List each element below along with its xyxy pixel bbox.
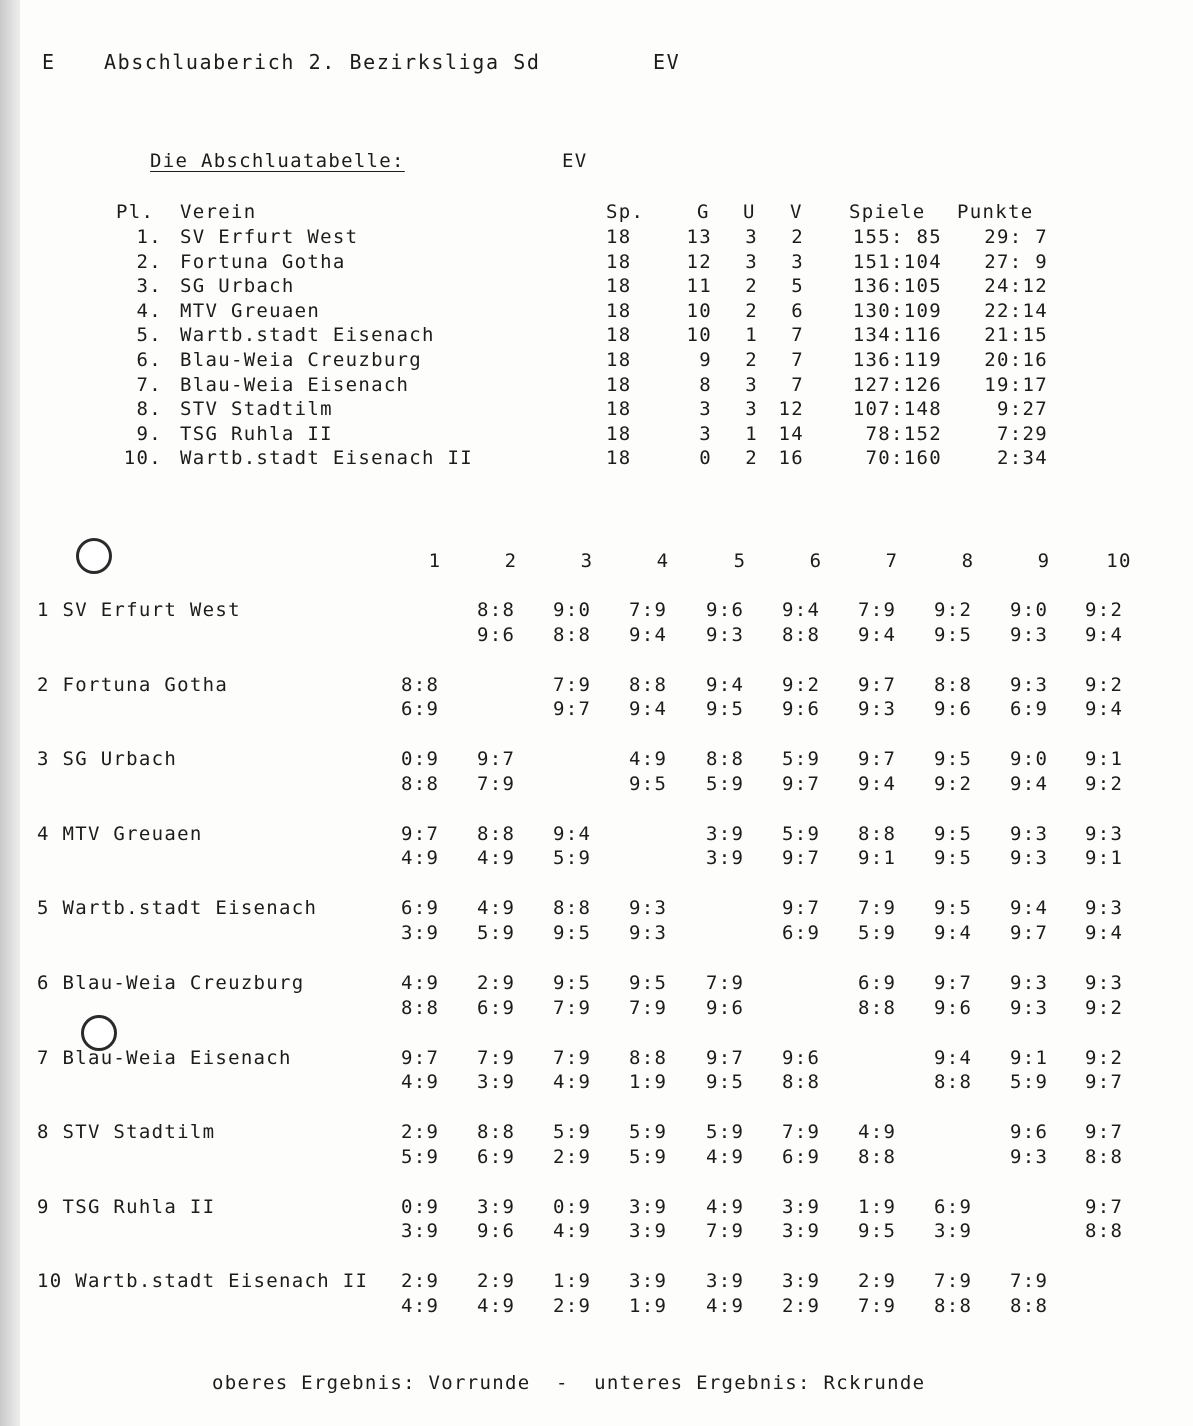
result-first-leg: 2:9 <box>401 1121 440 1144</box>
standings-drawn: 3 <box>745 250 758 273</box>
result-second-leg: 9:5 <box>629 772 668 795</box>
header-v: V <box>790 201 803 223</box>
result-second-leg: 2:9 <box>782 1294 821 1317</box>
standings-team: Fortuna Gotha <box>180 250 346 273</box>
result-second-leg: 5:9 <box>553 847 592 870</box>
standings-team: Wartb.stadt Eisenach II <box>180 447 473 470</box>
standings-lost: 6 <box>791 299 804 322</box>
result-second-leg: 3:9 <box>401 1220 440 1243</box>
result-first-leg: 9:7 <box>782 897 821 920</box>
standings-points: 20:16 <box>984 349 1048 371</box>
result-second-leg: 6:9 <box>401 698 440 721</box>
result-first-leg: 2:9 <box>477 972 516 994</box>
result-second-leg: 7:9 <box>706 1220 745 1243</box>
result-first-leg: 9:2 <box>782 673 821 696</box>
result-second-leg: 9:4 <box>629 698 668 721</box>
standings-drawn: 3 <box>745 226 758 248</box>
result-second-leg: 9:1 <box>858 847 897 870</box>
result-second-leg: 3:9 <box>477 1071 516 1094</box>
result-first-leg: 3:9 <box>477 1195 516 1218</box>
footer-note: oberes Ergebnis: Vorrunde - unteres Ergebnis: Rckrunde <box>212 1372 926 1394</box>
result-second-leg: 3:9 <box>782 1220 821 1243</box>
standings-place: 1. <box>136 226 162 248</box>
result-first-leg: 9:5 <box>553 972 592 994</box>
result-second-leg: 9:7 <box>782 847 821 870</box>
result-second-leg: 8:8 <box>782 1071 821 1094</box>
result-first-leg: 9:7 <box>1085 1121 1124 1144</box>
standings-games: 18 <box>606 398 632 421</box>
result-first-leg: 9:3 <box>1010 673 1049 696</box>
standings-matches: 127:126 <box>852 373 942 396</box>
result-second-leg: 6:9 <box>477 996 516 1019</box>
result-first-leg: 0:9 <box>401 748 440 771</box>
result-second-leg: 9:4 <box>629 623 668 646</box>
standings-team: SG Urbach <box>180 275 295 298</box>
standings-games: 18 <box>606 373 632 396</box>
result-first-leg: 9:7 <box>934 972 973 994</box>
standings-lost: 2 <box>791 226 804 248</box>
result-first-leg: 3:9 <box>629 1270 668 1293</box>
standings-won: 11 <box>686 275 712 298</box>
result-second-leg: 9:6 <box>477 623 516 646</box>
punch-hole-bottom <box>81 1015 117 1051</box>
result-first-leg: 3:9 <box>706 1270 745 1293</box>
standings-team: SV Erfurt West <box>180 226 359 248</box>
standings-place: 10. <box>123 447 162 470</box>
standings-matches: 151:104 <box>852 250 942 273</box>
result-second-leg: 9:4 <box>1010 772 1049 795</box>
result-second-leg: 5:9 <box>629 1145 668 1168</box>
result-first-leg: 9:0 <box>553 599 592 621</box>
result-second-leg: 8:8 <box>858 996 897 1019</box>
header-pl: Pl. <box>116 201 155 223</box>
standings-drawn: 2 <box>745 299 758 322</box>
standings-matches: 78:152 <box>865 422 942 445</box>
result-first-leg: 0:9 <box>401 1195 440 1218</box>
result-first-leg: 5:9 <box>706 1121 745 1144</box>
result-first-leg: 9:0 <box>1010 748 1049 771</box>
result-second-leg: 4:9 <box>401 847 440 870</box>
result-first-leg: 8:8 <box>477 1121 516 1144</box>
result-first-leg: 9:3 <box>1010 822 1049 845</box>
result-second-leg: 9:6 <box>934 996 973 1019</box>
result-second-leg: 4:9 <box>477 847 516 870</box>
result-second-leg: 9:7 <box>1010 921 1049 944</box>
crosstable-column-header: 6 <box>809 550 823 572</box>
standings-lost: 16 <box>778 447 804 470</box>
result-second-leg: 4:9 <box>401 1071 440 1094</box>
standings-won: 10 <box>686 324 712 347</box>
result-first-leg: 9:6 <box>1010 1121 1049 1144</box>
header-u: U <box>743 201 756 223</box>
result-first-leg: 9:4 <box>553 822 592 845</box>
result-second-leg: 9:3 <box>706 623 745 646</box>
standings-team: Wartb.stadt Eisenach <box>180 324 435 347</box>
result-second-leg: 9:4 <box>1085 623 1124 646</box>
result-first-leg: 9:2 <box>1085 1046 1124 1069</box>
result-second-leg: 9:6 <box>706 996 745 1019</box>
standings-place: 7. <box>136 373 162 396</box>
result-second-leg: 8:8 <box>858 1145 897 1168</box>
standings-lost: 7 <box>791 324 804 347</box>
standings-won: 3 <box>699 422 712 445</box>
standings-won: 3 <box>699 398 712 421</box>
standings-team: TSG Ruhla II <box>180 422 333 445</box>
result-first-leg: 7:9 <box>934 1270 973 1293</box>
standings-points: 27: 9 <box>984 250 1048 273</box>
standings-lost: 5 <box>791 275 804 298</box>
result-second-leg: 4:9 <box>477 1294 516 1317</box>
standings-points: 7:29 <box>997 422 1048 445</box>
result-second-leg: 9:4 <box>858 772 897 795</box>
result-first-leg: 7:9 <box>782 1121 821 1144</box>
result-second-leg: 9:6 <box>782 698 821 721</box>
result-first-leg: 9:7 <box>477 748 516 771</box>
result-first-leg: 7:9 <box>477 1046 516 1069</box>
header-spiele: Spiele <box>849 201 926 223</box>
standings-games: 18 <box>606 299 632 322</box>
result-second-leg: 7:9 <box>629 996 668 1019</box>
document-title: Abschluaberich 2. Bezirksliga Sd <box>104 50 541 74</box>
standings-drawn: 2 <box>745 447 758 470</box>
result-second-leg: 9:5 <box>858 1220 897 1243</box>
crosstable-team-label: 8 STV Stadtilm <box>37 1121 216 1144</box>
result-first-leg: 3:9 <box>706 822 745 845</box>
result-first-leg: 9:5 <box>934 897 973 920</box>
result-second-leg: 9:3 <box>629 921 668 944</box>
result-second-leg: 7:9 <box>553 996 592 1019</box>
header-verein: Verein <box>180 201 257 223</box>
crosstable-team-label: 7 Blau-Weia Eisenach <box>37 1046 292 1069</box>
result-first-leg: 8:8 <box>477 822 516 845</box>
standings-games: 18 <box>606 324 632 347</box>
standings-games: 18 <box>606 275 632 298</box>
crosstable-team-label: 3 SG Urbach <box>37 748 178 771</box>
result-first-leg: 7:9 <box>858 599 897 621</box>
result-second-leg: 4:9 <box>553 1220 592 1243</box>
standings-place: 5. <box>136 324 162 347</box>
result-first-leg: 7:9 <box>553 1046 592 1069</box>
standings-drawn: 1 <box>745 324 758 347</box>
result-second-leg: 9:1 <box>1085 847 1124 870</box>
result-second-leg: 2:9 <box>553 1294 592 1317</box>
result-second-leg: 9:3 <box>1010 847 1049 870</box>
standings-place: 4. <box>136 299 162 322</box>
result-second-leg: 9:5 <box>934 623 973 646</box>
result-second-leg: 8:8 <box>1085 1145 1124 1168</box>
header-suffix: EV <box>653 50 681 74</box>
standings-drawn: 2 <box>745 349 758 371</box>
result-first-leg: 9:7 <box>1085 1195 1124 1218</box>
result-first-leg: 9:5 <box>934 748 973 771</box>
result-second-leg: 6:9 <box>477 1145 516 1168</box>
result-first-leg: 9:3 <box>1010 972 1049 994</box>
standings-place: 6. <box>136 349 162 371</box>
result-second-leg: 9:7 <box>1085 1071 1124 1094</box>
standings-place: 9. <box>136 422 162 445</box>
result-first-leg: 7:9 <box>629 599 668 621</box>
result-second-leg: 8:8 <box>553 623 592 646</box>
crosstable-column-header: 10 <box>1106 550 1132 572</box>
standings-won: 12 <box>686 250 712 273</box>
result-first-leg: 8:8 <box>629 1046 668 1069</box>
standings-points: 24:12 <box>984 275 1048 298</box>
result-first-leg: 8:8 <box>934 673 973 696</box>
result-first-leg: 6:9 <box>934 1195 973 1218</box>
standings-team: STV Stadtilm <box>180 398 333 421</box>
result-second-leg: 5:9 <box>1010 1071 1049 1094</box>
result-second-leg: 6:9 <box>782 921 821 944</box>
result-first-leg: 0:9 <box>553 1195 592 1218</box>
result-second-leg: 9:3 <box>1010 996 1049 1019</box>
result-second-leg: 3:9 <box>934 1220 973 1243</box>
standings-matches: 107:148 <box>852 398 942 421</box>
punch-hole-top <box>76 538 112 574</box>
result-second-leg: 9:4 <box>934 921 973 944</box>
result-second-leg: 6:9 <box>1010 698 1049 721</box>
result-first-leg: 9:7 <box>858 673 897 696</box>
result-first-leg: 4:9 <box>629 748 668 771</box>
standings-matches: 70:160 <box>865 447 942 470</box>
result-second-leg: 5:9 <box>401 1145 440 1168</box>
result-second-leg: 9:2 <box>1085 996 1124 1019</box>
standings-lost: 12 <box>778 398 804 421</box>
result-first-leg: 2:9 <box>858 1270 897 1293</box>
result-second-leg: 9:7 <box>553 698 592 721</box>
result-first-leg: 9:3 <box>1085 972 1124 994</box>
crosstable-team-label: 1 SV Erfurt West <box>37 599 241 621</box>
result-second-leg: 8:8 <box>782 623 821 646</box>
result-second-leg: 8:8 <box>401 996 440 1019</box>
crosstable-team-label: 5 Wartb.stadt Eisenach <box>37 897 318 920</box>
result-second-leg: 9:5 <box>553 921 592 944</box>
standings-team: Blau-Weia Eisenach <box>180 373 410 396</box>
standings-team: Blau-Weia Creuzburg <box>180 349 423 371</box>
result-second-leg: 2:9 <box>553 1145 592 1168</box>
standings-lost: 7 <box>791 349 804 371</box>
standings-matches: 155: 85 <box>852 226 942 248</box>
result-second-leg: 9:3 <box>1010 623 1049 646</box>
result-second-leg: 3:9 <box>401 921 440 944</box>
header-punkte: Punkte <box>957 201 1034 223</box>
standings-drawn: 2 <box>745 275 758 298</box>
result-first-leg: 9:2 <box>1085 673 1124 696</box>
crosstable-team-label: 10 Wartb.stadt Eisenach II <box>37 1270 369 1293</box>
result-second-leg: 5:9 <box>858 921 897 944</box>
result-second-leg: 9:7 <box>782 772 821 795</box>
standings-games: 18 <box>606 422 632 445</box>
result-first-leg: 4:9 <box>477 897 516 920</box>
result-first-leg: 2:9 <box>401 1270 440 1293</box>
result-second-leg: 1:9 <box>629 1294 668 1317</box>
result-second-leg: 1:9 <box>629 1071 668 1094</box>
crosstable-team-label: 6 Blau-Weia Creuzburg <box>37 972 305 994</box>
standings-points: 9:27 <box>997 398 1048 421</box>
result-first-leg: 3:9 <box>629 1195 668 1218</box>
result-first-leg: 8:8 <box>706 748 745 771</box>
crosstable-column-header: 1 <box>428 550 442 572</box>
result-first-leg: 7:9 <box>553 673 592 696</box>
result-first-leg: 9:4 <box>934 1046 973 1069</box>
result-first-leg: 9:7 <box>401 1046 440 1069</box>
result-first-leg: 7:9 <box>706 972 745 994</box>
standings-won: 9 <box>699 349 712 371</box>
standings-points: 21:15 <box>984 324 1048 347</box>
result-second-leg: 6:9 <box>782 1145 821 1168</box>
standings-matches: 136:105 <box>852 275 942 298</box>
result-second-leg: 8:8 <box>934 1071 973 1094</box>
result-first-leg: 9:6 <box>782 1046 821 1069</box>
result-first-leg: 4:9 <box>706 1195 745 1218</box>
result-first-leg: 9:1 <box>1010 1046 1049 1069</box>
result-second-leg: 4:9 <box>553 1071 592 1094</box>
result-first-leg: 9:0 <box>1010 599 1049 621</box>
result-first-leg: 9:3 <box>1085 822 1124 845</box>
table-title: Die Abschluatabelle: <box>150 150 405 172</box>
result-second-leg: 8:8 <box>1085 1220 1124 1243</box>
result-second-leg: 7:9 <box>858 1294 897 1317</box>
standings-drawn: 3 <box>745 373 758 396</box>
crosstable-column-header: 7 <box>885 550 899 572</box>
result-second-leg: 9:2 <box>1085 772 1124 795</box>
result-second-leg: 9:2 <box>934 772 973 795</box>
standings-won: 13 <box>686 226 712 248</box>
standings-games: 18 <box>606 226 632 248</box>
standings-lost: 14 <box>778 422 804 445</box>
standings-lost: 3 <box>791 250 804 273</box>
paper-edge <box>0 0 20 1426</box>
standings-place: 2. <box>136 250 162 273</box>
standings-drawn: 1 <box>745 422 758 445</box>
result-second-leg: 4:9 <box>706 1145 745 1168</box>
result-second-leg: 9:4 <box>858 623 897 646</box>
standings-won: 0 <box>699 447 712 470</box>
result-first-leg: 8:8 <box>553 897 592 920</box>
standings-drawn: 3 <box>745 398 758 421</box>
standings-matches: 134:116 <box>852 324 942 347</box>
result-second-leg: 8:8 <box>1010 1294 1049 1317</box>
result-first-leg: 9:3 <box>1085 897 1124 920</box>
result-second-leg: 4:9 <box>706 1294 745 1317</box>
crosstable-column-header: 4 <box>656 550 670 572</box>
result-first-leg: 8:8 <box>401 673 440 696</box>
result-first-leg: 5:9 <box>553 1121 592 1144</box>
standings-points: 22:14 <box>984 299 1048 322</box>
result-first-leg: 5:9 <box>629 1121 668 1144</box>
result-first-leg: 9:4 <box>706 673 745 696</box>
standings-points: 19:17 <box>984 373 1048 396</box>
result-second-leg: 9:5 <box>706 698 745 721</box>
result-first-leg: 9:2 <box>934 599 973 621</box>
result-first-leg: 8:8 <box>858 822 897 845</box>
result-second-leg: 8:8 <box>934 1294 973 1317</box>
standings-team: MTV Greuaen <box>180 299 321 322</box>
result-first-leg: 3:9 <box>782 1195 821 1218</box>
result-second-leg: 5:9 <box>706 772 745 795</box>
standings-won: 8 <box>699 373 712 396</box>
result-second-leg: 8:8 <box>401 772 440 795</box>
header-g: G <box>697 201 710 223</box>
result-first-leg: 3:9 <box>782 1270 821 1293</box>
crosstable-team-label: 4 MTV Greuaen <box>37 822 203 845</box>
standings-games: 18 <box>606 447 632 470</box>
result-second-leg: 5:9 <box>477 921 516 944</box>
result-first-leg: 7:9 <box>858 897 897 920</box>
result-second-leg: 9:3 <box>858 698 897 721</box>
result-first-leg: 5:9 <box>782 748 821 771</box>
result-first-leg: 9:5 <box>629 972 668 994</box>
result-first-leg: 8:8 <box>629 673 668 696</box>
table-tag: EV <box>562 150 588 172</box>
standings-matches: 130:109 <box>852 299 942 322</box>
result-second-leg: 9:4 <box>1085 698 1124 721</box>
result-first-leg: 4:9 <box>401 972 440 994</box>
result-first-leg: 6:9 <box>858 972 897 994</box>
result-first-leg: 7:9 <box>1010 1270 1049 1293</box>
crosstable-column-header: 8 <box>961 550 975 572</box>
result-first-leg: 9:4 <box>782 599 821 621</box>
result-first-leg: 9:1 <box>1085 748 1124 771</box>
standings-lost: 7 <box>791 373 804 396</box>
result-first-leg: 9:7 <box>401 822 440 845</box>
result-first-leg: 9:7 <box>858 748 897 771</box>
crosstable-column-header: 9 <box>1037 550 1051 572</box>
standings-won: 10 <box>686 299 712 322</box>
result-second-leg: 9:3 <box>1010 1145 1049 1168</box>
result-first-leg: 1:9 <box>553 1270 592 1293</box>
result-second-leg: 9:4 <box>1085 921 1124 944</box>
result-second-leg: 4:9 <box>401 1294 440 1317</box>
crosstable-column-header: 5 <box>733 550 747 572</box>
standings-points: 29: 7 <box>984 226 1048 248</box>
result-first-leg: 2:9 <box>477 1270 516 1293</box>
result-first-leg: 9:4 <box>1010 897 1049 920</box>
standings-place: 8. <box>136 398 162 421</box>
standings-points: 2:34 <box>997 447 1048 470</box>
crosstable-team-label: 9 TSG Ruhla II <box>37 1195 216 1218</box>
crosstable-column-header: 3 <box>580 550 594 572</box>
result-first-leg: 9:6 <box>706 599 745 621</box>
result-second-leg: 9:5 <box>706 1071 745 1094</box>
standings-games: 18 <box>606 250 632 273</box>
result-first-leg: 9:5 <box>934 822 973 845</box>
result-first-leg: 1:9 <box>858 1195 897 1218</box>
result-second-leg: 3:9 <box>706 847 745 870</box>
result-second-leg: 7:9 <box>477 772 516 795</box>
result-first-leg: 9:7 <box>706 1046 745 1069</box>
result-first-leg: 9:3 <box>629 897 668 920</box>
result-second-leg: 9:6 <box>934 698 973 721</box>
header-prefix: E <box>42 50 56 74</box>
header-sp: Sp. <box>606 201 645 223</box>
result-first-leg: 4:9 <box>858 1121 897 1144</box>
standings-matches: 136:119 <box>852 349 942 371</box>
result-second-leg: 9:6 <box>477 1220 516 1243</box>
crosstable-column-header: 2 <box>504 550 518 572</box>
crosstable-team-label: 2 Fortuna Gotha <box>37 673 229 696</box>
result-first-leg: 6:9 <box>401 897 440 920</box>
result-first-leg: 8:8 <box>477 599 516 621</box>
result-second-leg: 3:9 <box>629 1220 668 1243</box>
result-first-leg: 9:2 <box>1085 599 1124 621</box>
result-first-leg: 5:9 <box>782 822 821 845</box>
standings-place: 3. <box>136 275 162 298</box>
result-second-leg: 9:5 <box>934 847 973 870</box>
standings-games: 18 <box>606 349 632 371</box>
